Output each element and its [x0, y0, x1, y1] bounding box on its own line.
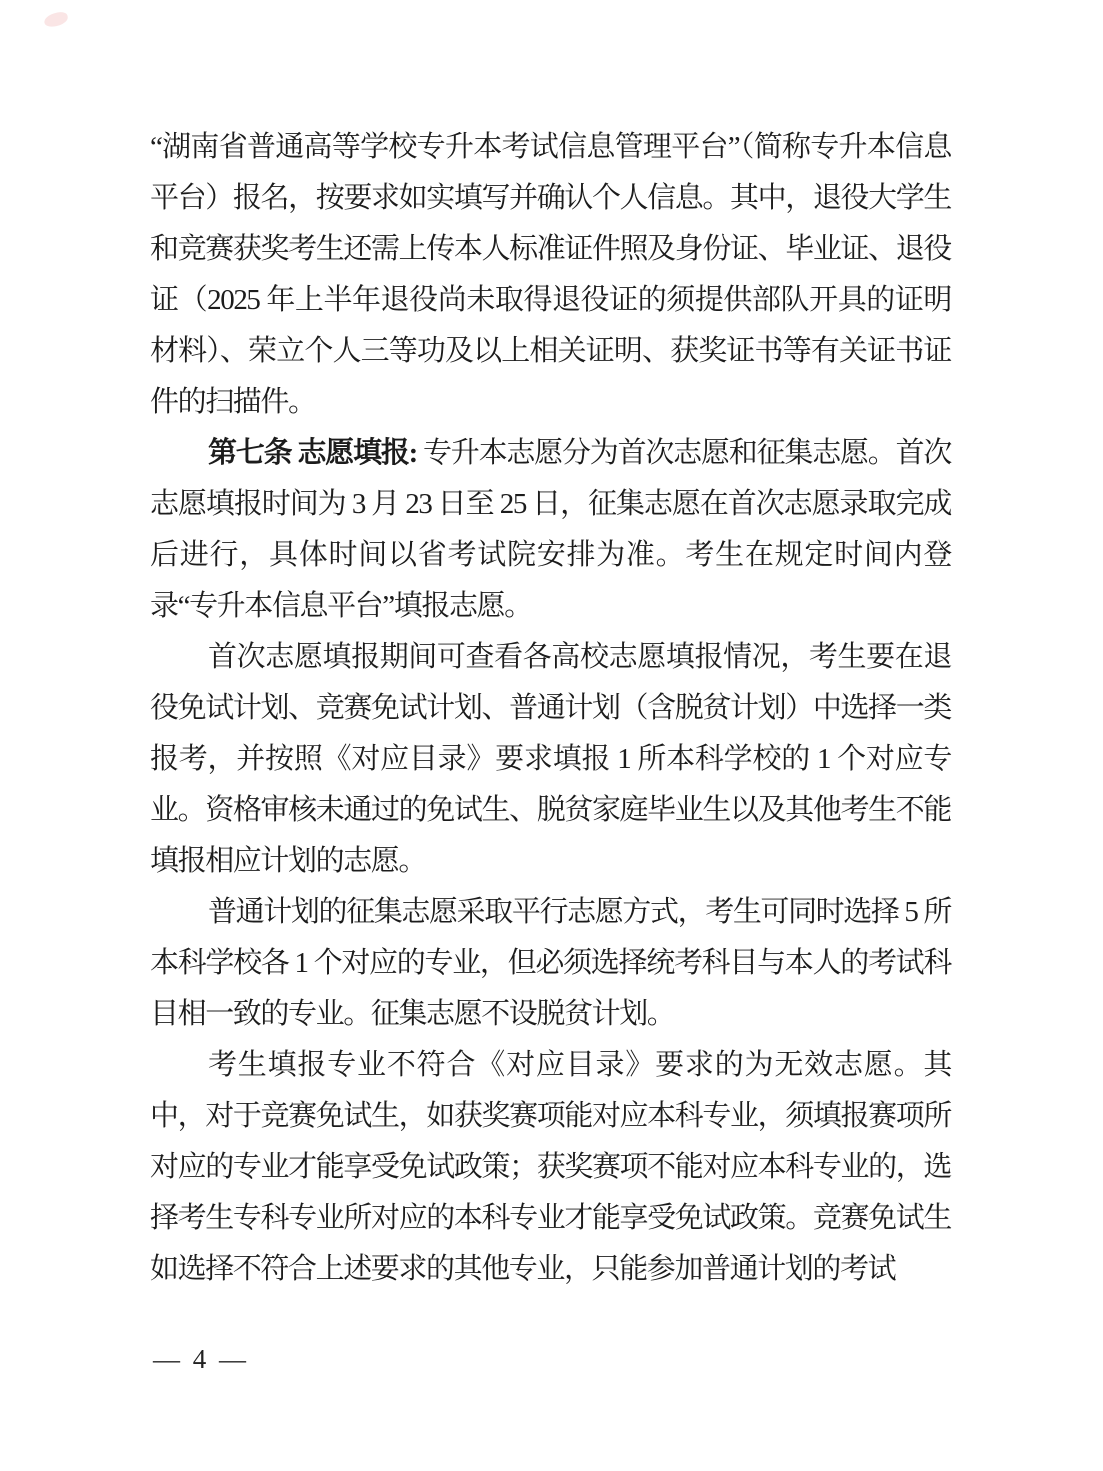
paragraph — [150, 428, 951, 632]
paragraph — [150, 122, 951, 428]
scan-artifact-mark — [43, 11, 69, 29]
paragraph — [150, 1040, 951, 1295]
body-text: 专升本志愿分为首次志愿和征集志愿。首次志愿填报时间为 3 月 23 日至 25 日，征集志愿在首次志愿录取完成后进行，具体时间以省考试院安排为准。考生在规定时间内登录“专升本信息平台”填报志愿。 — [150, 437, 951, 622]
paragraph — [150, 632, 951, 887]
page-number: — 4 — — [153, 1344, 249, 1374]
paragraph — [150, 887, 951, 1040]
body-text: 普通计划的征集志愿采取平行志愿方式，考生可同时选择 5 所本科学校各 1 个对应的专业，但必须选择统考科目与本人的考试科目相一致的专业。征集志愿不设脱贫计划。 — [150, 896, 951, 1030]
document-body — [150, 122, 951, 1295]
body-text: 考生填报专业不符合《对应目录》要求的为无效志愿。其中，对于竞赛免试生，如获奖赛项能对应本科专业，须填报赛项所对应的专业才能享受免试政策；获奖赛项不能对应本科专业的，选择考生专科专业所对应的本科专业才能享受免试政策。竞赛免试生如选择不符合上述要求的其他专业，只能参加普通计划的考试 — [150, 1049, 951, 1285]
emphasis-text: 志愿填报: — [297, 437, 423, 469]
body-text: 首次志愿填报期间可查看各高校志愿填报情况，考生要在退役免试计划、竞赛免试计划、普通计划（含脱贫计划）中选择一类报考，并按照《对应目录》要求填报 1 所本科学校的 1 个对应专业。资格审核未通过的免试生、脱贫家庭毕业生以及其他考生不能填报相应计划的志愿。 — [150, 641, 951, 877]
emphasis-text: 第七条 — [208, 437, 292, 469]
body-text: “湖南省普通高等学校专升本考试信息管理平台”（简称专升本信息平台）报名，按要求如实填写并确认个人信息。其中，退役大学生和竞赛获奖考生还需上传本人标准证件照及身份证、毕业证、退役证（2025 年上半年退役尚未取得退役证的须提供部队开具的证明材料）、荣立个人三等功及以上相关证明、获奖证书等有关证书证件的扫描件。 — [150, 131, 951, 418]
